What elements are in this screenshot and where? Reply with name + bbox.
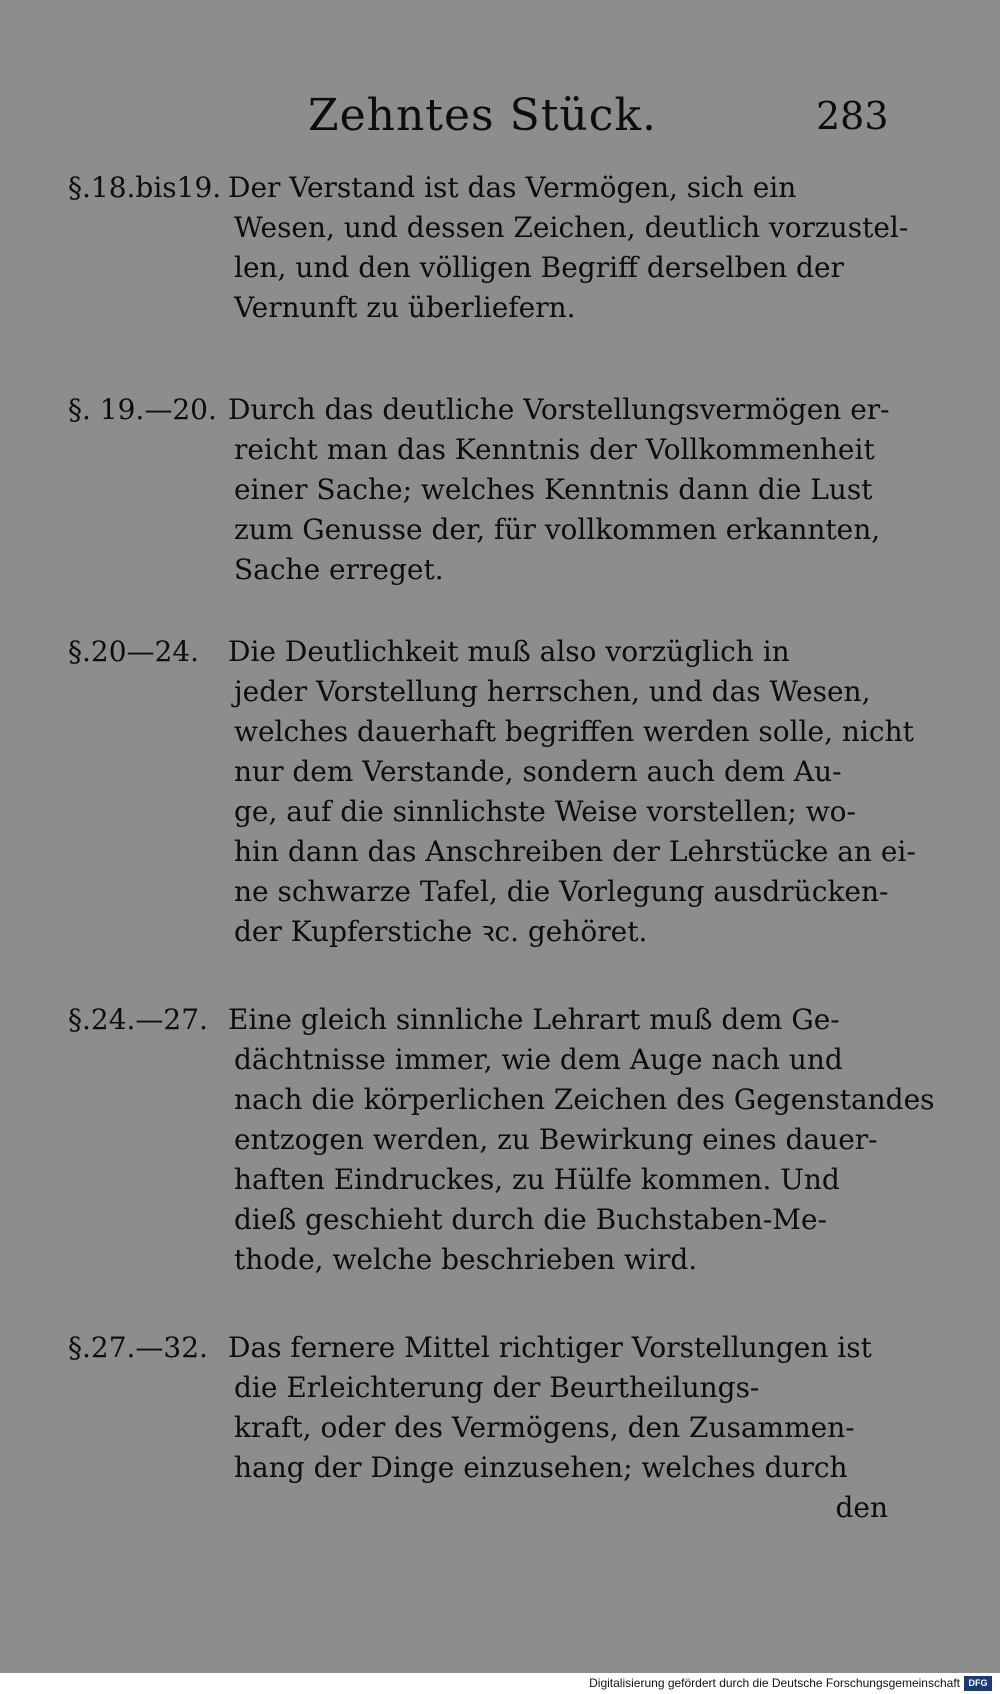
entry-text-line: reicht man das Kenntnis der Vollkommenheit — [234, 433, 875, 466]
entry-text-line: hin dann das Anschreiben der Lehrstücke an ei- — [234, 835, 916, 868]
entry-line — [68, 712, 914, 752]
entry-text-line: die Erleichterung der Beurtheilungs- — [234, 1371, 760, 1404]
entry-line — [68, 1200, 888, 1240]
entry-text-line: haften Eindruckes, zu Hülfe kommen. Und — [234, 1163, 840, 1196]
summary-entry — [68, 1000, 935, 1280]
entry-first-line — [68, 390, 888, 430]
entry-line — [68, 1080, 935, 1120]
entry-text-line: hang der Dinge einzusehen; welches durch — [234, 1451, 848, 1484]
entry-text-line: jeder Vorstellung herrschen, und das Wesen, — [234, 675, 871, 708]
dfg-logo-icon — [964, 1676, 992, 1691]
entry-text-line: dächtnisse immer, wie dem Auge nach und — [234, 1043, 843, 1076]
entry-text-line: welches dauerhaft begriffen werden solle, nicht — [234, 715, 914, 748]
entry-first-line — [68, 168, 888, 208]
entry-line — [68, 1408, 888, 1448]
entry-text-line: Die Deutlichkeit muß also vorzüglich in — [228, 635, 790, 668]
entry-line — [68, 912, 888, 952]
entry-line — [68, 1368, 888, 1408]
entry-line — [68, 248, 888, 288]
entry-first-line — [68, 1328, 888, 1368]
catchword: den — [835, 1491, 888, 1524]
entry-line — [68, 288, 888, 328]
entry-line — [68, 1040, 888, 1080]
entry-line — [68, 430, 888, 470]
entry-text-line: thode, welche beschrieben wird. — [234, 1243, 698, 1276]
entry-text-line: ne schwarze Tafel, die Vorlegung ausdrücken- — [234, 875, 889, 908]
entry-line — [68, 510, 888, 550]
entry-text-line: dieß geschieht durch die Buchstaben-Me- — [234, 1203, 827, 1236]
entry-line — [68, 672, 888, 712]
summary-entry — [68, 390, 888, 590]
catchword-line — [68, 1488, 888, 1528]
page-number: 283 — [816, 94, 889, 138]
entry-text-line: Sache erreget. — [234, 553, 444, 586]
entry-first-line — [68, 632, 888, 672]
entry-text-line: Wesen, und dessen Zeichen, deutlich vorzustel- — [234, 211, 909, 244]
section-reference: §.27.—32. — [68, 1331, 208, 1364]
entry-line — [68, 550, 888, 590]
section-reference: §. 19.—20. — [68, 393, 217, 426]
entry-text-line: nur dem Verstande, sondern auch dem Au- — [234, 755, 842, 788]
entry-text-line: kraft, oder des Vermögens, den Zusammen- — [234, 1411, 855, 1444]
summary-entry — [68, 632, 916, 952]
running-head — [0, 88, 1000, 144]
entry-text-line: einer Sache; welches Kenntnis dann die Lust — [234, 473, 873, 506]
summary-entry — [68, 1328, 888, 1528]
entry-line — [68, 208, 909, 248]
section-reference: §.24.—27. — [68, 1003, 208, 1036]
entry-text-line: zum Genusse der, für vollkommen erkannten, — [234, 513, 881, 546]
entry-text-line: ge, auf die sinnlichste Weise vorstellen; wo- — [234, 795, 856, 828]
entry-text-line: Der Verstand ist das Vermögen, sich ein — [228, 171, 797, 204]
entry-line — [68, 1240, 888, 1280]
summary-entry — [68, 168, 909, 328]
entry-text-line: len, und den völligen Begriff derselben der — [234, 251, 844, 284]
entry-line — [68, 752, 888, 792]
entry-line — [68, 1160, 888, 1200]
entry-line — [68, 1448, 888, 1488]
entry-text-line: Vernunft zu überliefern. — [234, 291, 576, 324]
entry-text-line: entzogen werden, zu Bewirkung eines dauer- — [234, 1123, 878, 1156]
entry-text-line: Das fernere Mittel richtiger Vorstellungen ist — [228, 1331, 872, 1364]
dfg-logo-text: DFG — [968, 1678, 988, 1688]
entry-line — [68, 1120, 888, 1160]
entry-line — [68, 832, 916, 872]
section-reference: §.18.bis19. — [68, 171, 222, 204]
entry-text-line: Eine gleich sinnliche Lehrart muß dem Ge- — [228, 1003, 840, 1036]
page-title: Zehntes Stück. — [308, 90, 658, 141]
entry-line — [68, 470, 888, 510]
entry-text-line: Durch das deutliche Vorstellungsvermögen er- — [228, 393, 890, 426]
entry-line — [68, 792, 888, 832]
entry-text-line: nach die körperlichen Zeichen des Gegenstandes — [234, 1083, 935, 1116]
funding-credit: Digitalisierung gefördert durch die Deutsche Forschungsgemeinschaft — [589, 1676, 960, 1690]
digitization-footer — [0, 1673, 1000, 1694]
entry-first-line — [68, 1000, 888, 1040]
entry-line — [68, 872, 888, 912]
entry-text-line: der Kupferstiche ꝛc. gehöret. — [234, 915, 648, 948]
section-reference: §.20—24. — [68, 635, 200, 668]
